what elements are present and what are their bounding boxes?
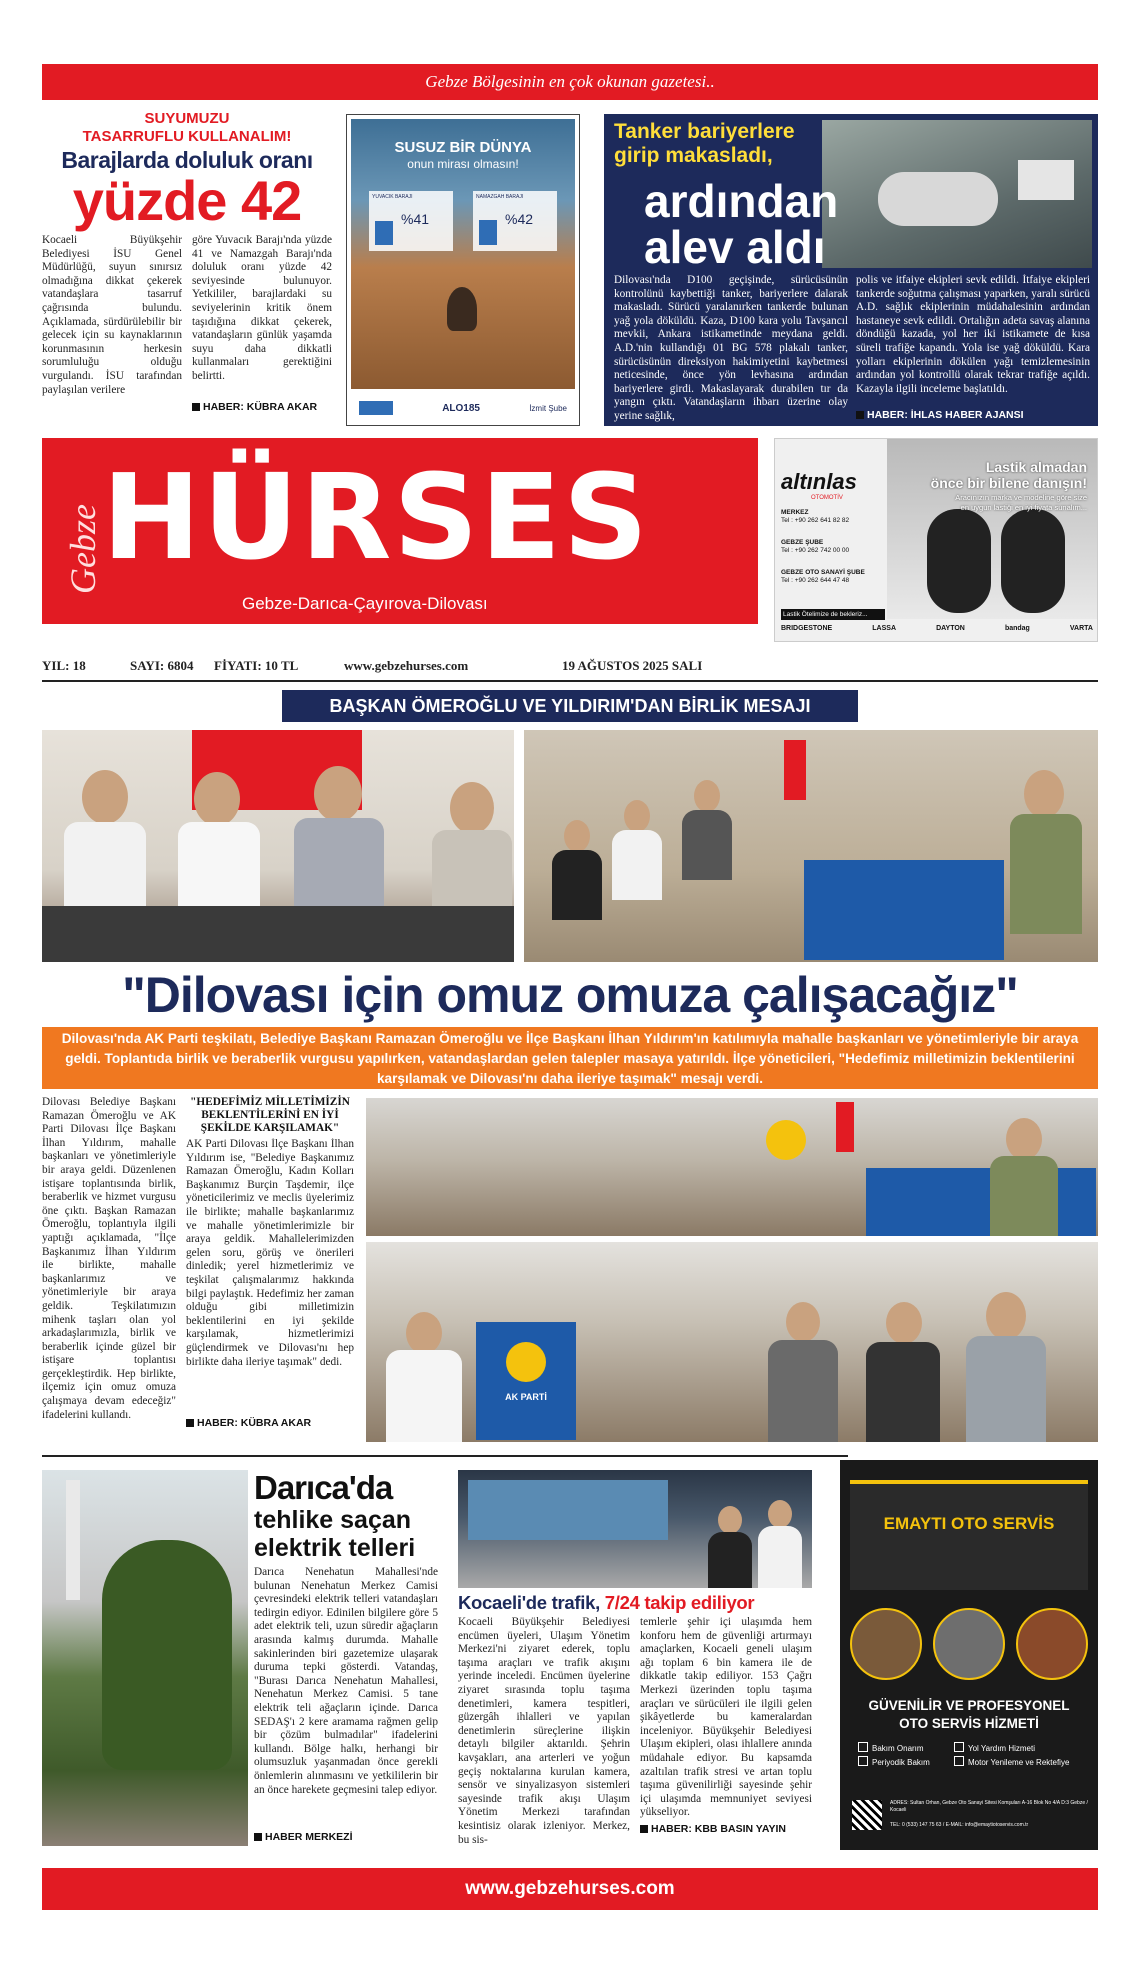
main-body-col-2: AK Parti Dilovası İlçe Başkanı İlhan Yıldırım ise, "Belediye Başkanımız Ramazan Ömeroğlu, Kadın Kolları Başkanımız Burçin Taşdemir, ilçe yöneticilerimiz ve meclis üyelerimiz ile birlikte; mahalle başkanlarımız ve mahalle yönetimlerimizle bir araya geldik. Mahallelerimizden gelen soru, görüş ve önerileri dinledik; yerel hizmetlerimiz ve teşkilat çalışmalarımız hakkında bilgi paylaştık. Hedefimiz her zaman olduğu gibi milletimizin beklentilerini en iyi şekilde karşılamak, hizmetlerimizi güçlendirmek ve Dilovası'nı hep birlikte daha ileriye taşımak" dedi. [186, 1138, 354, 1368]
dam-2-name: NAMAZGAH BARAJI [476, 194, 524, 200]
meeting-photo-1 [42, 730, 514, 962]
tire-icon-2 [1001, 509, 1065, 613]
darica-body: Darıca Nenehatun Mahallesi'nde bulunan Nenehatun Merkez Camisi çevresindeki elektrik telleri vatandaşları tedirgin ediyor. Edinilen bilgilere göre 5 adet elektrik teli, uzun süredir ağaçların arasında kalmış durumda. Mahalle sakinlerinden biri gazetemize ulaşarak duruma tepki gösterdi. Vatandaş, "Burası Darıca Nenehatun Mahallesi, Nenehatun Merkez Camisi. 5 tane elektrik teli ağaçların içinde. Darıca SEDAŞ'ı 2 kere aramama rağmen gelip bir çözüm bulmadılar" ifadelerini kullandı. Bölge halkı, herhangi bir olumsuzluk yaşanmadan önce gerekli önlemlerin alınmasını ve yetkililerin bir an önce harekete geçmesini talep ediyor. [254, 1566, 438, 1796]
darica-byline: HABER MERKEZİ [254, 1831, 438, 1843]
dam-1-name: YUVACIK BARAJI [372, 194, 413, 200]
tire-branch-3: GEBZE OTO SANAYİ ŞUBE [781, 569, 865, 576]
main-summary-text: Dilovası'nda AK Parti teşkilatı, Belediye Başkanı Ramazan Ömeroğlu ve İlçe Başkanı İlhan Yıldırım'ın katılımıyla mahalle başkanları ve yönetimleriyle bir araya geldi. Toplantıda birlik ve beraberlik vurgusu yapılırken, vatandaşlardan gelen talepler masaya yatırıldı. İlçe yöneticileri, "Hedefimiz milletimizin beklentilerini karşılamak ve Dilovası'nı daha ileriye taşımak" mesajı verdi. [61, 1031, 1079, 1086]
traffic-col-2-wrap [640, 1616, 812, 1852]
service-address: ADRES: Sultan Orhan, Gebze Oto Sanayi Sitesi Komşuları A-16 Blok No 4/A D:3 Gebze / Kocaeli [890, 1800, 1088, 1813]
water-ad-phone: ALO185 [442, 402, 480, 414]
dam-2-card [473, 191, 557, 251]
service-title-2: OTO SERVİS HİZMETİ [899, 1716, 1039, 1731]
footer-bar[interactable] [42, 1868, 1098, 1910]
traffic-byline: HABER: KBB BASIN YAYIN [640, 1823, 812, 1835]
dam-1-level-bar [375, 221, 393, 245]
issue-website[interactable]: www.gebzehurses.com [344, 658, 469, 673]
truck-cab [1018, 160, 1074, 200]
section-rule [42, 1455, 848, 1457]
darica-article [254, 1470, 438, 1850]
ak-logo-icon-2 [766, 1120, 806, 1160]
flag-icon [784, 740, 806, 800]
service-list [858, 1742, 1088, 1770]
tagline-bar [42, 64, 1098, 100]
brand-bridgestone: BRIDGESTONE [781, 625, 833, 632]
tanker-body-col-1: Dilovası'nda D100 geçişinde, sürücüsünün kontrolünü kaybettiği tanker, bariyerlere dalarak makasladı. Sürücü yaralanırken tankerde bulunan yağ yola döküldü. Kaza, D100 kara yolu Tavşancıl mevkii, Ankara istikametinde meydana geldi. A.D.'nin kullandığı 01 BG 578 plakalı tanker, sürücüsünün direksiyon hakimiyetini kaybetmesi neticesinde, önce yön levhasına ardından bariyerlere girdi. Makaslayarak durabilen tır da yangın çıktı. Vatandaşların ihbarı üzerine olay yerine sağlık, [614, 274, 848, 422]
tire-slogan-3: Aracınızın marka ve modeline göre size [955, 493, 1087, 502]
masthead[interactable] [42, 438, 758, 624]
masthead-title: HÜRSES [102, 448, 651, 586]
water-ad[interactable] [346, 114, 580, 426]
check-icon [858, 1742, 868, 1752]
darica-headline-3: elektrik telleri [254, 1534, 416, 1562]
water-ad-title: SUSUZ BİR DÜNYA [394, 139, 532, 156]
main-body-col-1: Dilovası Belediye Başkanı Ramazan Ömeroğlu ve AK Parti Dilovası İlçe Başkanı İlhan Yıldırım, mahalle başkanları ve yönetimleriyle bir araya geldi. Düzenlenen istişare toplantısında birlik, beraberlik ve hizmet vurgusu öne çıktı. Başkan Ramazan Ömeroğlu, toplantıyla ilgili yaptığı açıklamada, "İlçe Başkanımız İlhan Yıldırım ile birlikte, mahalle başkanlarımız ve yönetimleriyle bir araya geldik. Teşkilatımızın mihenk taşları olan yol arkadaşlarımızla, birlik ve beraberlik içinde güzel bir istişare toplantısı gerçekleştirdik. Hep birlikte, ilçemiz için omuz omuza çalışmaya devam edeceğiz" ifadelerini kullandı. [42, 1096, 176, 1421]
desk [804, 860, 1004, 960]
water-ad-subtitle: onun mirası olmasın! [407, 157, 519, 171]
meeting-photo-3 [366, 1098, 1098, 1236]
water-body-col-1: Kocaeli Büyükşehir Belediyesi İSU Genel Müdürlüğü, suyun sınırsız olmadığına dikkat çekerek vatandaşlara tasarruf çağrısında bulundu. Açıklamada, sürdürülebilir bir gelecek için su kaynaklarının korunmasının herkesin sorumluluğu olduğu vurgulandı. İSU tarafından paylaşılan verilere [42, 234, 182, 396]
service-name: EMAYTI OTO SERVİS [883, 1514, 1055, 1533]
issue-info [42, 655, 1098, 677]
traffic-body-col-1: Kocaeli Büyükşehir Belediyesi encümen üyeleri, Ulaşım Yönetim Merkezi'ni ziyaret ederek, toplu taşıma araçları ve trafik akışını yerinde inceledi. Encümen üyelerine ziyaret sırasında toplu taşıma denetimleri, kamera tespitleri, güzergâh ihlalleri ve yapılan denetimlerin süreçlerine ilişkin detaylı bilgiler aktarıldı. Şehrin kavşakları, ana arterleri ve yoğun geçiş noktalarına kurulan kamera, sensör ve sinyalizasyon sistemleri sayesinde trafik akışı Ulaşım Yönetim Merkezi tarafından kesintisiz olarak izleniyor. Merkez, bu sis- [458, 1616, 630, 1846]
brand-lassa: LASSA [872, 625, 897, 632]
water-byline: HABER: KÜBRA AKAR [192, 401, 332, 413]
table-top [42, 906, 514, 962]
tanker-body-col-2: polis ve itfaiye ekipleri sevk edildi. İtfaiye ekipleri tankerde soğutma çalışması yaparken, yaralı sürücü A.D. sağlık ekiplerinin müdahalesinin ardından hastaneye sevk edildi. Ortalığın adeta savaş alanına döndüğü kazada, yol her iki istikamete de kısa süreli trafiğe kapandı. Yola ise yağ döküldü. Kara yolları ekiplerinin dökülen yağı temizlemesinin ardından yol kontrollü olarak tekrar trafiğe açıldı. Kazayla ilgili inceleme başlatıldı. [856, 274, 1090, 395]
water-ad-footer [351, 393, 575, 423]
tire-brand: altınlas [781, 469, 857, 494]
main-byline: HABER: KÜBRA AKAR [186, 1417, 354, 1429]
tire-tel-2: Tel : +90 262 742 00 00 [781, 547, 850, 554]
water-kicker-1: SUYUMUZU [144, 110, 230, 127]
tire-tel-1: Tel : +90 262 641 82 82 [781, 517, 850, 524]
tire-branch-1: MERKEZ [781, 509, 809, 516]
brand-dayton: DAYTON [936, 625, 965, 632]
main-body-col-2-wrap [186, 1096, 354, 1446]
issue-price: FİYATI: 10 TL [214, 658, 299, 673]
brand-varta: VARTA [1069, 625, 1093, 632]
tire-branch-2: GEBZE ŞUBE [781, 539, 824, 546]
issue-rule [42, 680, 1098, 682]
minaret-icon [66, 1480, 80, 1600]
darica-photo [42, 1470, 248, 1846]
check-icon [954, 1742, 964, 1752]
traffic-headline [458, 1592, 812, 1614]
service-ad[interactable] [840, 1460, 1098, 1850]
service-item-1: Bakım Onarım [872, 1744, 924, 1753]
dam-2-percent: %42 [505, 211, 534, 227]
masthead-subtitle: Gebze-Darıca-Çayırova-Dilovası [242, 594, 488, 613]
dam-1-percent: %41 [401, 211, 430, 227]
tanker-photo [822, 120, 1092, 268]
water-headline-1: Barajlarda doluluk oranı [61, 147, 313, 173]
tanker-headline-2: girip makasladı, [614, 144, 773, 167]
main-banner [282, 690, 858, 722]
qr-code-icon[interactable] [852, 1800, 882, 1830]
issue-number: SAYI: 6804 [130, 658, 194, 673]
water-headline-2: yüzde 42 [72, 169, 302, 232]
dam-1-card [369, 191, 453, 251]
mechanic-photo-1 [850, 1608, 922, 1680]
tree-icon [102, 1540, 232, 1770]
tanker-headline-1: Tanker bariyerlere [614, 120, 795, 143]
brand-bandag: bandag [1004, 625, 1030, 632]
main-summary [42, 1027, 1098, 1089]
issue-year: YIL: 18 [42, 658, 86, 673]
tire-brands-row [781, 625, 1093, 632]
water-article [42, 110, 332, 428]
main-banner-text: BAŞKAN ÖMEROĞLU VE YILDIRIM'DAN BİRLİK MESAJI [329, 696, 811, 716]
service-item-3: Periyodik Bakım [872, 1758, 930, 1767]
tire-tel-3: Tel : +90 262 644 47 48 [781, 577, 850, 584]
service-contact: TEL: 0 (533) 147 75 63 / E-MAIL: info@emaytiotoservis.com.tr [890, 1822, 1029, 1828]
water-body-col-2: göre Yuvacık Barajı'nda yüzde 41 ve Namazgah Barajı'nda doluluk oranı yüzde 42 seviyesinde bulunuyor. Yetkililer, barajlardaki su seviyelerinin kritik önem taşıdığına dikkat çekerek, vatandaşların günlük yaşamda suyu daha dikkatli kullanmaları gerektiğini belirtti. [192, 234, 332, 382]
podium-logo-icon [506, 1342, 546, 1382]
service-item-4: Motor Yenileme ve Rektefiye [968, 1758, 1070, 1767]
mechanic-photo-2 [933, 1608, 1005, 1680]
mechanic-photo-3 [1016, 1608, 1088, 1680]
flag-icon-2 [836, 1102, 854, 1152]
darica-headline-2: tehlike saçan [254, 1506, 412, 1534]
main-headline: "Dilovası için omuz omuza çalışacağız" [122, 967, 1018, 1023]
traffic-headline-b: 7/24 takip ediliyor [604, 1592, 755, 1613]
meeting-photo-2 [524, 730, 1098, 962]
dam-2-level-bar [479, 220, 497, 245]
darica-headline-1: Darıca'da [254, 1469, 393, 1506]
tire-ad[interactable] [774, 438, 1098, 642]
desk-2 [866, 1168, 1096, 1236]
traffic-headline-a: Kocaeli'de trafik, [458, 1592, 600, 1613]
tanker-article [604, 114, 1098, 426]
tanker-cylinder [878, 172, 998, 226]
meeting-photo-4 [366, 1242, 1098, 1442]
podium-text: AK PARTİ [505, 1392, 547, 1402]
tire-brand-sub: OTOMOTİV [811, 495, 843, 501]
main-subhead: "HEDEFİMİZ MİLLETİMİZİN BEKLENTİLERİNİ EN İYİ ŞEKİLDE KARŞILAMAK" [190, 1096, 350, 1134]
service-title-1: GÜVENİLİR VE PROFESYONEL [868, 1698, 1070, 1713]
traffic-body-col-2: temlerle şehir içi ulaşımda hem konforu hem de güvenliği artırmayı amaçlarken, Kocaeli geneli ulaşım ağı toplam 6 bin kamera ile de dikkatle takip ediliyor. 153 Çağrı Merkezi üzerinden toplu taşıma araçları ve sürücüleri ile ilgili gelen şikâyetlerde bu kameralardan inceleniyor. Büyükşehir Belediyesi Ulaşım ekipleri, olası ihlallere anında müdahale ediyor. Bu kapsamda azaltılan trafik stresi ve artan toplu taşıma güvenilirliği sayesinde şehir içi ulaşımda memnuniyet seviyesi yükseliyor. [640, 1616, 812, 1819]
isu-logo-icon [359, 401, 393, 415]
tire-slogan-4: en uygun lastiği en iyi fiyata sunalım... [960, 503, 1087, 512]
water-ad-brand: İzmit Şube [529, 403, 567, 413]
tanker-byline: HABER: İHLAS HABER AJANSI [856, 409, 1024, 421]
screen-wall [468, 1480, 668, 1540]
service-item-2: Yol Yardım Hizmeti [968, 1744, 1035, 1753]
water-kicker-2: TASARRUFLU KULLANALIM! [82, 128, 292, 145]
issue-date: 19 AĞUSTOS 2025 SALI [562, 658, 703, 673]
shop-front [850, 1480, 1088, 1590]
tire-footer: Lastik Ötelimize de bekleriz... [781, 609, 885, 620]
sitting-child-figure [447, 287, 477, 331]
tanker-headline-3: ardından [644, 175, 839, 227]
tanker-headline-4: alev aldı [644, 221, 826, 273]
check-icon [858, 1756, 868, 1766]
tagline: Gebze Bölgesinin en çok okunan gazetesi.. [425, 72, 715, 91]
check-icon [954, 1756, 964, 1766]
tire-slogan-1: Lastik almadan [985, 459, 1087, 475]
masthead-city: Gebze [62, 504, 103, 594]
traffic-photo [458, 1470, 812, 1588]
podium [476, 1322, 576, 1440]
tire-icon-1 [927, 509, 991, 613]
tire-slogan-2: önce bir bilene danışın! [930, 475, 1087, 491]
footer-website[interactable]: www.gebzehurses.com [465, 1878, 675, 1899]
